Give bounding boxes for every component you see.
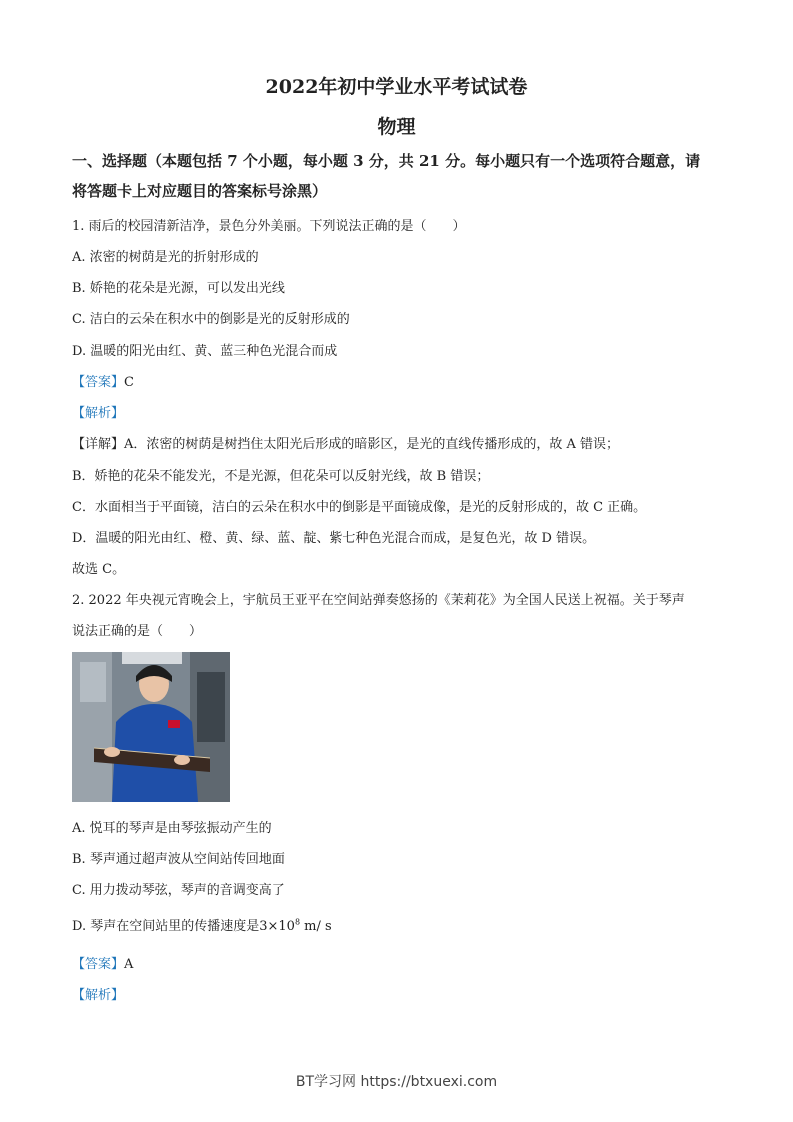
q1-option-a: A. 浓密的树荫是光的折射形成的 — [72, 250, 259, 265]
q2-stem-line1: 2. 2022 年央视元宵晚会上，宇航员王亚平在空间站弹奏悠扬的《茉莉花》为全国人民送上祝福。关于琴声 — [72, 593, 685, 608]
q1-answer — [72, 371, 134, 390]
q1-option-c: C. 洁白的云朵在积水中的倒影是光的反射形成的 — [72, 312, 350, 327]
speed-exponent: 8 — [294, 917, 301, 927]
paper-title: 2022年初中学业水平考试试卷 — [265, 76, 528, 98]
section-heading-line2: 将答题卡上对应题目的答案标号涂黑） — [72, 182, 328, 200]
subject-title: 物理 — [377, 116, 416, 138]
q2-answer — [72, 953, 133, 972]
q2-option-b: B. 琴声通过超声波从空间站传回地面 — [72, 852, 285, 867]
q2-option-d — [72, 915, 332, 934]
q1-analysis-tag: 【解析】 — [72, 406, 125, 421]
q1-detail-a — [72, 433, 619, 452]
photo-illustration — [72, 652, 230, 802]
footer-watermark: BT学习网 https://btxuexi.com — [295, 1074, 498, 1090]
detail-tag: 【详解】 — [72, 437, 125, 452]
q2-option-c: C. 用力拨动琴弦，琴声的音调变高了 — [72, 883, 285, 898]
speed-base: 3×10 — [259, 919, 295, 934]
answer-tag: 【答案】 — [72, 957, 125, 972]
detail-text: A．浓密的树荫是树挡住太阳光后形成的暗影区，是光的直线传播形成的，故 A 错误； — [124, 437, 620, 452]
answer-tag: 【答案】 — [72, 375, 125, 390]
section-heading-line1: 一、选择题（本题包括 7 个小题，每小题 3 分，共 21 分。每小题只有一个选项符合题意，请 — [72, 152, 701, 170]
answer-value: C — [124, 375, 134, 390]
q1-stem: 1. 雨后的校园清新洁净，景色分外美丽。下列说法正确的是（ ） — [72, 219, 466, 234]
q2-stem-line2: 说法正确的是（ ） — [72, 624, 203, 639]
q1-detail-b: B．娇艳的花朵不能发光，不是光源，但花朵可以反射光线，故 B 错误； — [72, 469, 490, 484]
q2-analysis-tag: 【解析】 — [72, 988, 125, 1003]
q1-detail-d: D．温暖的阳光由红、橙、黄、绿、蓝、靛、紫七种色光混合而成，是复色光，故 D 错误。 — [72, 531, 596, 546]
option-d-text: D. 琴声在空间站里的传播速度是 — [72, 919, 260, 934]
q1-detail-c: C．水面相当于平面镜，洁白的云朵在积水中的倒影是平面镜成像，是光的反射形成的，故 C 正确。 — [72, 500, 647, 515]
astronaut-guzheng-photo — [72, 652, 230, 802]
q1-conclusion: 故选 C。 — [72, 562, 126, 577]
speed-unit: m/ s — [300, 919, 332, 934]
q2-option-a: A. 悦耳的琴声是由琴弦振动产生的 — [72, 821, 272, 836]
answer-value: A — [124, 957, 134, 972]
q1-option-d: D. 温暖的阳光由红、黄、蓝三种色光混合而成 — [72, 344, 338, 359]
q1-option-b: B. 娇艳的花朵是光源，可以发出光线 — [72, 281, 285, 296]
